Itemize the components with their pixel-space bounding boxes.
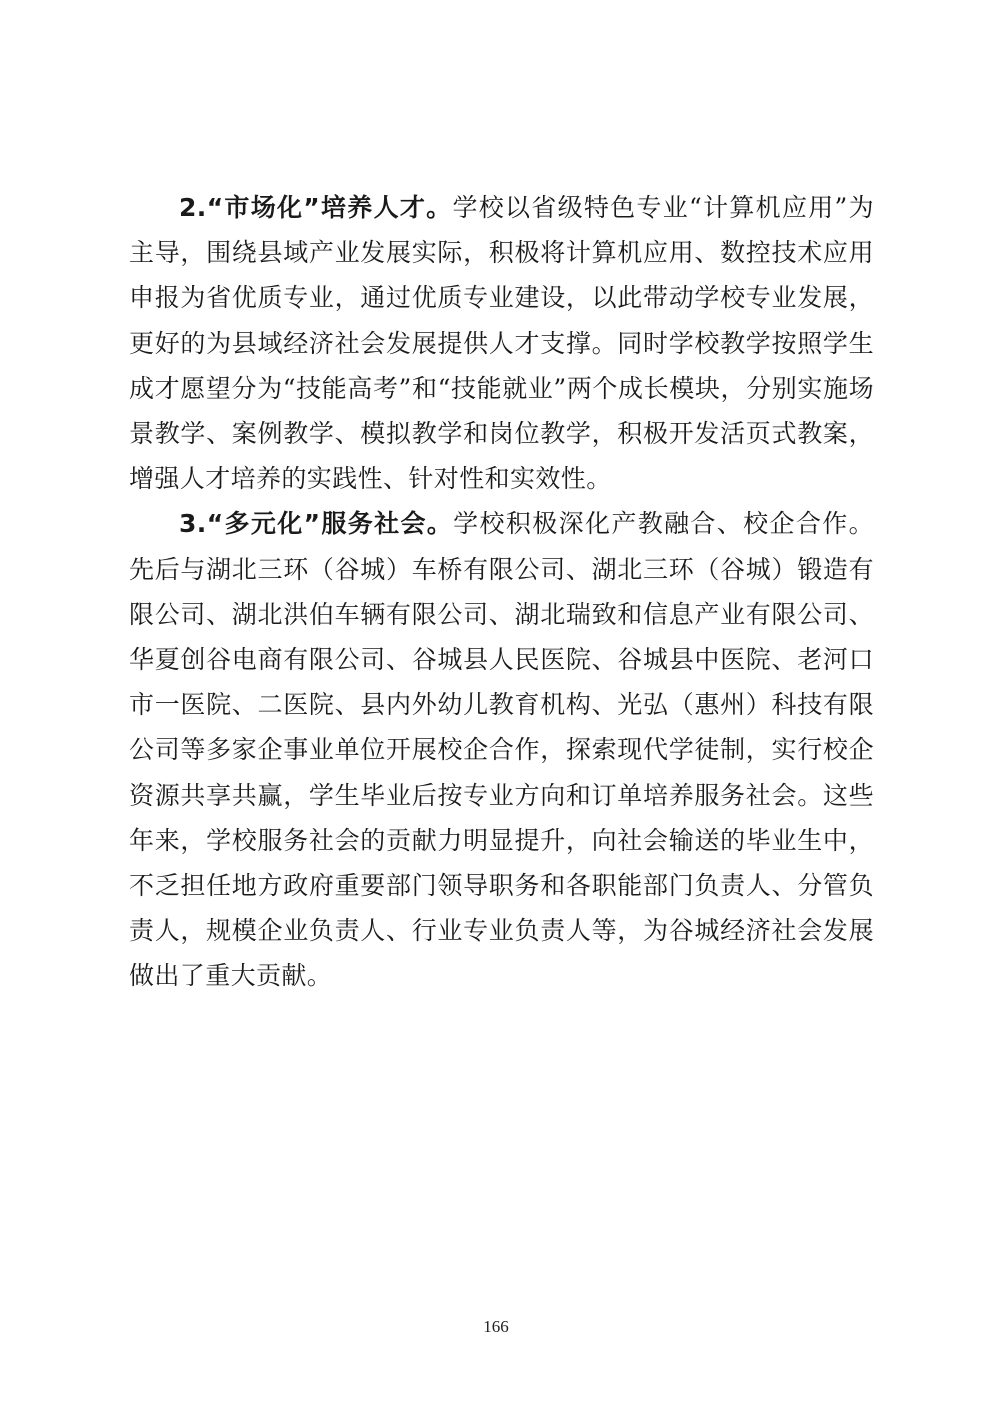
paragraph-diversified-service bbox=[129, 501, 874, 998]
page-number: 166 bbox=[483, 1317, 509, 1336]
document-body bbox=[129, 185, 874, 999]
paragraph-heading: 2.“市场化”培养人才。 bbox=[179, 193, 453, 222]
paragraph-text: 学校积极深化产教融合、校企合作。先后与湖北三环（谷城）车桥有限公司、湖北三环（谷城）锻造有限公司、湖北洪伯车辆有限公司、湖北瑞致和信息产业有限公司、华夏创谷电商有限公司、谷城县人民医院、谷城县中医院、老河口市一医院、二医院、县内外幼儿教育机构、光弘（惠州）科技有限公司等多家企事业单位开展校企合作，探索现代学徒制，实行校企资源共享共赢，学生毕业后按专业方向和订单培养服务社会。这些年来，学校服务社会的贡献力明显提升，向社会输送的毕业生中，不乏担任地方政府重要部门领导职务和各职能部门负责人、分管负责人，规模企业负责人、行业专业负责人等，为谷城经济社会发展做出了重大贡献。 bbox=[129, 509, 874, 991]
paragraph-heading: 3.“多元化”服务社会。 bbox=[179, 509, 454, 539]
paragraph-market-oriented-talent bbox=[129, 185, 874, 501]
paragraph-text: 学校以省级特色专业“计算机应用”为主导，围绕县域产业发展实际，积极将计算机应用、数控技术应用申报为省优质专业，通过优质专业建设，以此带动学校专业发展，更好的为县域经济社会发展提供人才支撑。同时学校教学按照学生成才愿望分为“技能高考”和“技能就业”两个成长模块，分别实施场景教学、案例教学、模拟教学和岗位教学，积极开发活页式教案，增强人才培养的实践性、针对性和实效性。 bbox=[129, 193, 874, 494]
